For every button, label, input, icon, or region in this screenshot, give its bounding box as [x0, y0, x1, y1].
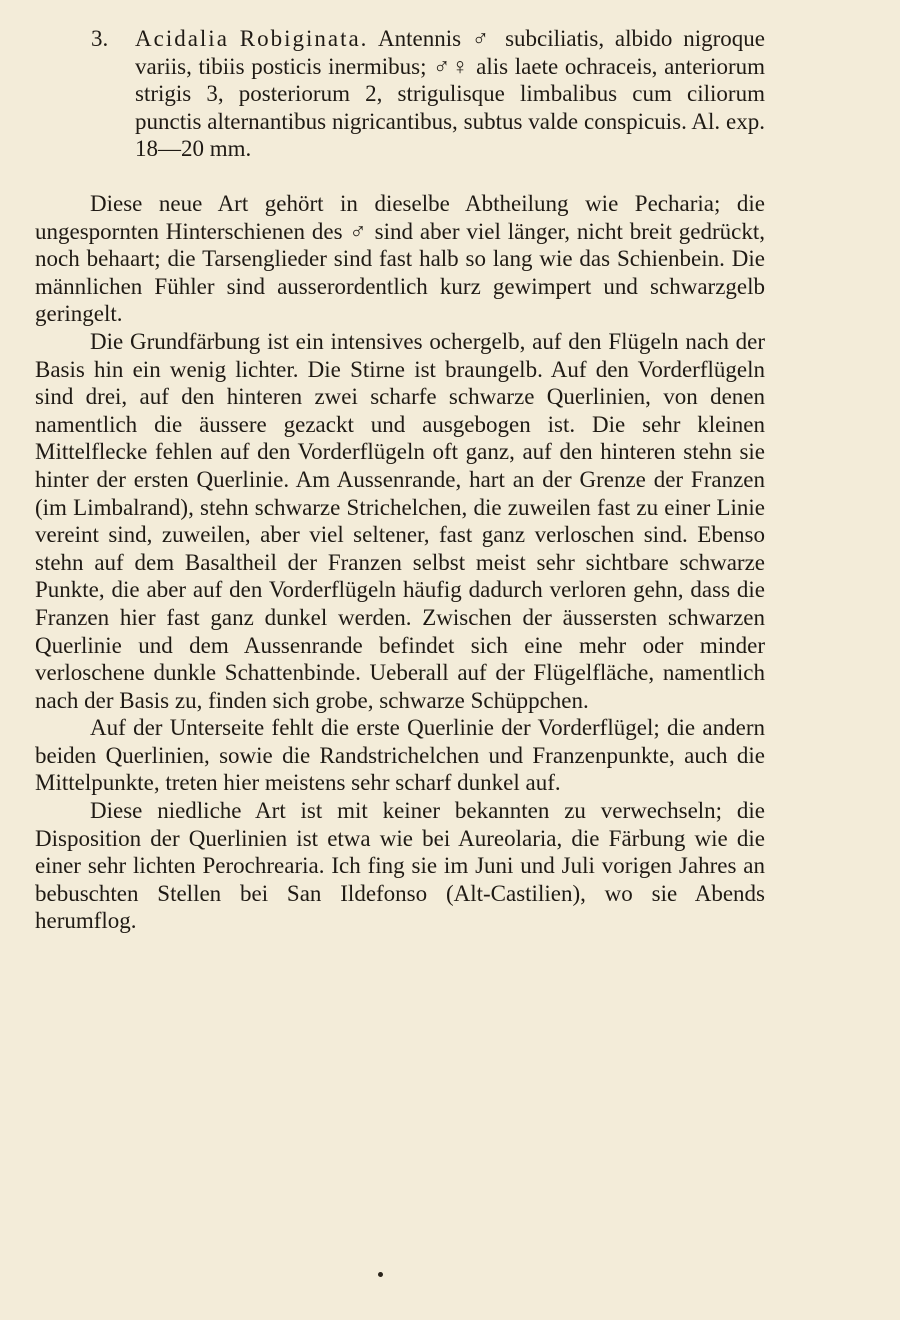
paragraph-comparison: Diese niedliche Art ist mit keiner bekannten zu verwechseln; die Disposition der Querlinien ist etwa wie bei Aureolaria, die Färbung wie die einer sehr lichten Perochrearia. Ich fing sie im Juni und Juli vorigen Jahres an bebuschten Stellen bei San Ildefonso (Alt-Castilien), wo sie Abends herumflog. — [35, 798, 765, 934]
latin-diagnosis — [35, 25, 765, 163]
description-body — [35, 190, 765, 935]
entry-number: 3. — [91, 26, 109, 51]
genus-name: Acidalia — [135, 26, 229, 51]
species-name: Robiginata. — [239, 26, 369, 51]
paragraph-coloration: Die Grundfärbung ist ein intensives ochergelb, auf den Flügeln nach der Basis hin ein wenig lichter. Die Stirne ist braungelb. Auf den Vorderflügeln sind drei, auf den hinteren zwei scharfe schwarze Querlinien, von denen namentlich die äussere gezackt und ausgebogen ist. Die sehr kleinen Mittelflecke fehlen auf den Vorderflügeln oft ganz, auf den hinteren stehn sie hinter der ersten Querlinie. Am Aussenrande, hart an der Grenze der Franzen (im Limbalrand), stehn schwarze Strichelchen, die zuweilen fast zu einer Linie vereint sind, zuweilen, aber viel seltener, fast ganz verloschen sind. Ebenso stehn auf dem Basaltheil der Franzen selbst meist sehr sichtbare schwarze Punkte, die aber auf den Vorderflügeln häufig dadurch verloren gehn, dass die Franzen hier fast ganz dunkel werden. Zwischen der äussersten schwarzen Querlinie und dem Aussenrande befindet sich eine mehr oder minder verloschene dunkle Schattenbinde. Ueberall auf der Flügelfläche, namentlich nach der Basis zu, finden sich grobe, schwarze Schüppchen. — [35, 328, 765, 713]
paragraph-underside: Auf der Unterseite fehlt die erste Querlinie der Vorderflügel; die andern beiden Querlinien, sowie die Randstrichelchen und Franzenpunkte, auch die Mittelpunkte, treten hier meistens sehr scharf dunkel auf. — [35, 715, 765, 796]
paragraph-relationship: Diese neue Art gehört in dieselbe Abtheilung wie Pecharia; die ungespornten Hinterschienen des ♂ sind aber viel länger, nicht breit gedrückt, noch behaart; die Tarsenglieder sind fast halb so lang wie das Schienbein. Die männlichen Fühler sind ausserordentlich kurz gewimpert und schwarzgelb geringelt. — [35, 191, 765, 327]
diagnosis-text: Antennis ♂ subciliatis, albido nigroque variis, tibiis posticis inermibus; ♂♀ alis laete ochraceis, anteriorum strigis 3, posteriorum 2, strigulisque limbalibus cum ciliorum punctis alternantibus nigricantibus, subtus valde conspicuis. Al. exp. 18—20 mm. — [135, 26, 766, 162]
species-entry — [35, 25, 765, 163]
ink-dot — [378, 1272, 383, 1277]
